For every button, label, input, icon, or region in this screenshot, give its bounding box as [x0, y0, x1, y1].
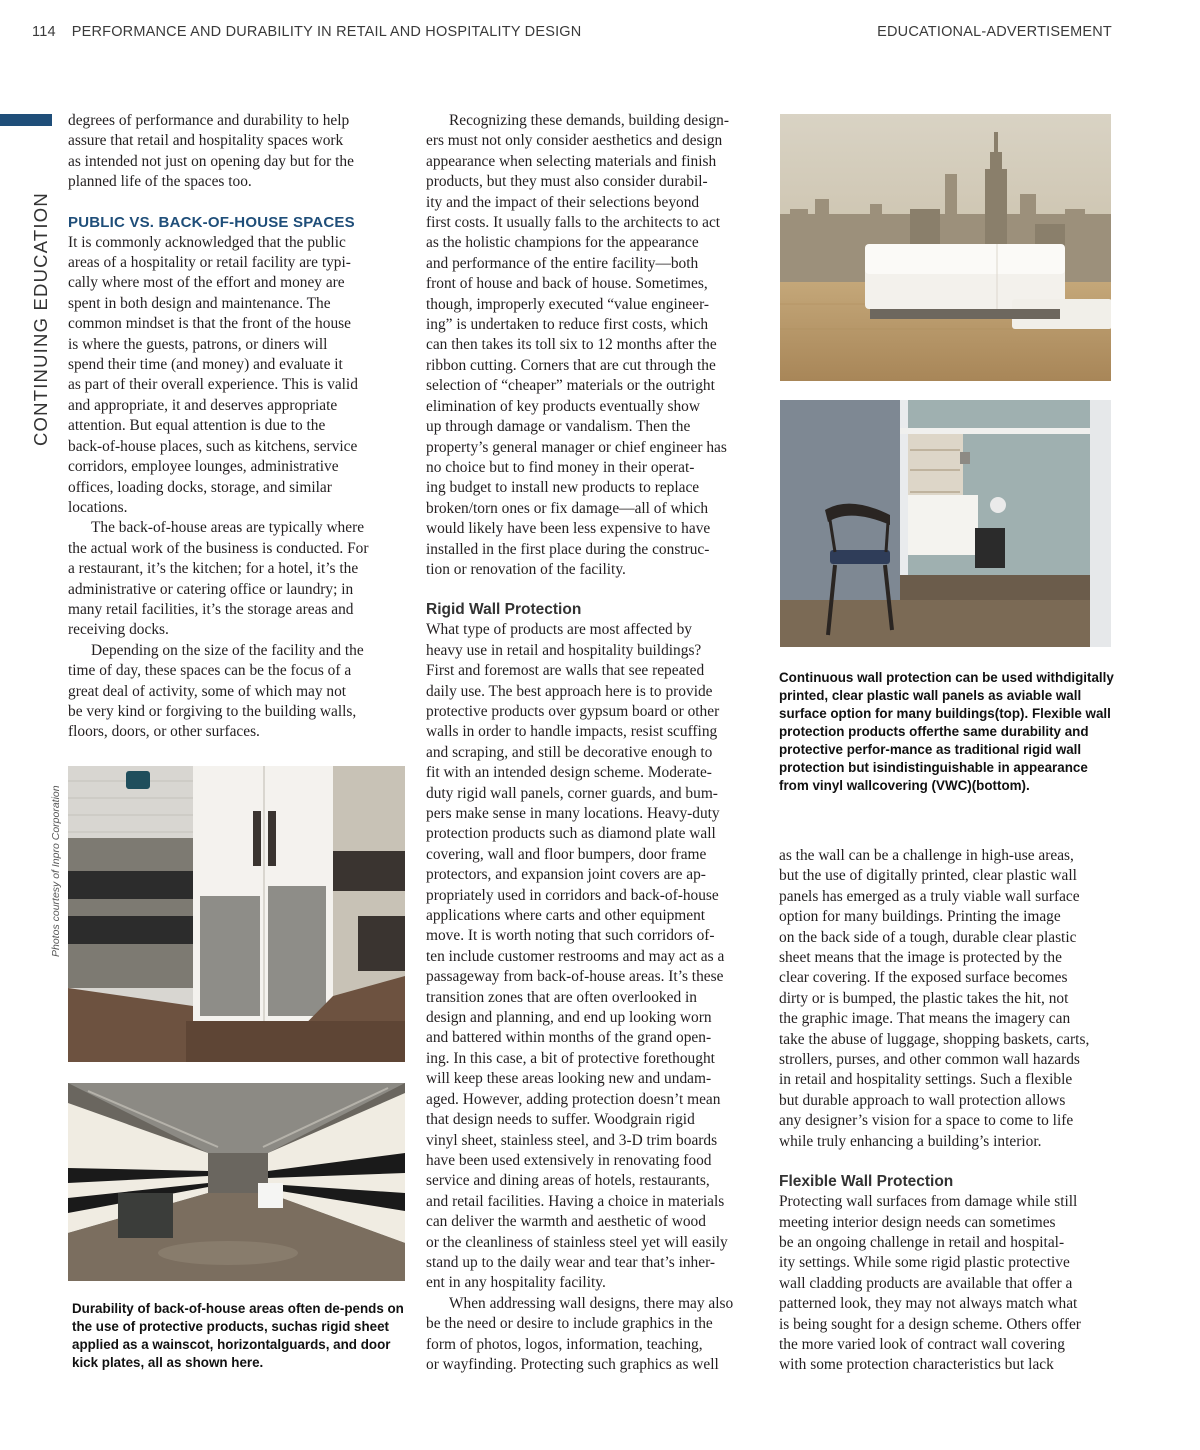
- text-line: strollers, purses, and other common wall hazards: [779, 1051, 1080, 1069]
- text-line: would likely have been less expensive to have: [426, 520, 711, 538]
- text-line: move. It is worth noting that such corridors of-: [426, 927, 715, 945]
- photo-corridor-doors: [68, 766, 405, 1062]
- text-line: It is commonly acknowledged that the public: [68, 233, 346, 251]
- text-line: products, but they must also consider durabil-: [426, 173, 708, 191]
- section-accent-bar: [0, 114, 52, 126]
- text-line: daily use. The best approach here is to provide: [426, 682, 713, 700]
- text-line: broken/torn ones or fix damage—all of which: [426, 499, 709, 517]
- text-line: sheet means that the image is protected by the: [779, 949, 1062, 967]
- text-line: propriately used in corridors and back-of-house: [426, 886, 719, 904]
- photo-hotel-room: [780, 400, 1111, 647]
- text-line: When addressing wall designs, there may also: [449, 1294, 734, 1312]
- text-line: but the use of digitally printed, clear plastic wall: [779, 867, 1077, 885]
- text-line: planned life of the spaces too.: [68, 173, 252, 191]
- text-line: service and dining areas of hotels, restaurants,: [426, 1172, 710, 1190]
- text-line: Depending on the size of the facility and the: [91, 641, 364, 659]
- text-line: areas of a hospitality or retail facility are typi-: [68, 254, 351, 272]
- subsection-heading: Flexible Wall Protection: [779, 1173, 954, 1191]
- paragraph: [426, 620, 762, 1293]
- text-line: as the holistic champions for the appearance: [426, 234, 699, 252]
- text-line: pers make sense in many locations. Heavy-duty: [426, 805, 720, 822]
- text-line: the more varied look of contract wall covering: [779, 1335, 1065, 1353]
- text-line: but durable approach to wall protection allows: [779, 1091, 1066, 1109]
- text-line: locations.: [68, 498, 128, 516]
- text-line: (top). Flexible wall protection products offer: [779, 706, 1111, 739]
- photo-skyline-lounge: [780, 114, 1111, 381]
- paragraph: [68, 111, 408, 193]
- text-line: can then takes its toll six to 12 months after the: [426, 336, 717, 354]
- text-line: receiving docks.: [68, 621, 169, 639]
- text-line: is being sought for a design scheme. Others offer: [779, 1315, 1081, 1333]
- text-line: the actual work of the business is conducted. For: [68, 539, 369, 557]
- text-line: great deal of activity, some of which may not: [68, 682, 347, 700]
- text-line: First and foremost are walls that see repeated: [426, 662, 705, 680]
- text-line: be an ongoing challenge in retail and hospital-: [779, 1233, 1065, 1251]
- publication-title: PERFORMANCE AND DURABILITY IN RETAIL AND HOSPITALITY DESIGN: [71, 24, 582, 40]
- running-header: [32, 24, 1112, 46]
- paragraph: [426, 111, 762, 580]
- text-line: Recognizing these demands, building design-: [449, 112, 729, 129]
- text-line: elimination of key products eventually show: [426, 397, 700, 415]
- text-line: can deliver the warmth and aesthetic of wood: [426, 1213, 706, 1231]
- text-line: take the abuse of luggage, shopping baskets, carts,: [779, 1030, 1090, 1048]
- text-line: ten include customer restrooms and may act as a: [426, 947, 725, 965]
- paragraph: [68, 518, 408, 640]
- text-line: covering, wall and floor bumpers, door frame: [426, 845, 707, 863]
- text-line: the same durability and protective perfor-: [779, 724, 1089, 757]
- text-line: be the need or desire to include graphics in the: [426, 1315, 713, 1333]
- header-category: EDUCATIONAL-ADVERTISEMENT: [877, 24, 1112, 40]
- caption-wall-protection: [779, 669, 1119, 795]
- text-line: tion or renovation of the facility.: [426, 560, 626, 578]
- text-line: pends on the use of protective products, such: [72, 1301, 404, 1334]
- text-line: have been used extensively in renovating food: [426, 1151, 712, 1169]
- text-line: vinyl sheet, stainless steel, and 3-D trim boards: [426, 1131, 718, 1149]
- text-line: aged. However, adding protection doesn’t mean: [426, 1090, 721, 1108]
- paragraph: [779, 846, 1119, 1152]
- text-line: ent in any hospitality facility.: [426, 1274, 606, 1292]
- text-line: the graphic image. That means the imagery can: [779, 1010, 1071, 1028]
- text-line: applications where carts and other equipment: [426, 907, 706, 925]
- text-line: selection of “cheaper” materials or the outright: [426, 377, 715, 395]
- text-line: patterned look, they may not always match what: [779, 1295, 1078, 1313]
- text-line: ing” is undertaken to reduce first costs, which: [426, 316, 709, 334]
- text-line: guards, and door kick plates, all as shown here.: [72, 1337, 391, 1370]
- text-line: passageway from back-of-house areas. It’s these: [426, 968, 724, 986]
- text-line: in retail and hospitality settings. Such a flexible: [779, 1071, 1073, 1089]
- text-line: any designer’s vision for a space to come to life: [779, 1112, 1074, 1130]
- text-line: wall cladding products are available that offer a: [779, 1274, 1073, 1292]
- photo-service-corridor: [68, 1083, 405, 1281]
- text-line: back-of-house places, such as kitchens, service: [68, 437, 358, 455]
- text-line: up through damage or vandalism. Then the: [426, 418, 691, 436]
- paragraph: [426, 1294, 762, 1376]
- text-line: The back-of-house areas are typically where: [91, 519, 365, 537]
- text-line: stand up to the daily wear and tear that’s inher-: [426, 1253, 716, 1271]
- text-line: panels has emerged as a truly viable wall surface: [779, 887, 1080, 905]
- text-line: on the back side of a tough, durable clear plastic: [779, 928, 1077, 946]
- text-line: though, improperly executed “value engineer-: [426, 295, 710, 313]
- text-line: heavy use in retail and hospitality buildings?: [426, 641, 702, 659]
- text-line: ity and the impact of their selections beyond: [426, 193, 700, 211]
- text-line: with some protection characteristics but lack: [779, 1356, 1054, 1374]
- text-line: as intended not just on opening day but for the: [68, 152, 354, 170]
- text-line: option for many buildings. Printing the image: [779, 908, 1061, 926]
- paragraph: [68, 641, 408, 743]
- text-line: is where the guests, patrons, or diners will: [68, 335, 328, 353]
- text-line: ers must not only consider aesthetics and design: [426, 132, 723, 150]
- caption-back-of-house: [72, 1300, 412, 1372]
- text-line: assure that retail and hospitality spaces work: [68, 132, 344, 150]
- text-line: Protecting wall surfaces from damage while still: [779, 1193, 1078, 1211]
- subsection-heading: Rigid Wall Protection: [426, 601, 582, 619]
- text-line: first costs. It usually falls to the architects to act: [426, 214, 721, 232]
- text-line: as part of their overall experience. This is valid: [68, 376, 358, 394]
- text-line: transition zones that are often overlooked in: [426, 988, 697, 1006]
- section-label: CONTINUING EDUCATION: [30, 192, 51, 446]
- text-line: time of day, these spaces can be the focus of a: [68, 662, 352, 680]
- text-line: or wayfinding. Protecting such graphics as well: [426, 1355, 719, 1373]
- text-line: attention. But equal attention is due to the: [68, 417, 326, 435]
- text-line: front of house and back of house. Sometimes,: [426, 275, 708, 293]
- text-line: Durability of back-of-house areas often de-: [72, 1301, 345, 1316]
- text-line: design and planning, and end up looking worn: [426, 1009, 712, 1027]
- text-line: a restaurant, it’s the kitchen; for a hotel, it’s the: [68, 560, 359, 578]
- text-line: What type of products are most affected by: [426, 621, 692, 639]
- text-line: ity settings. While some rigid plastic protective: [779, 1254, 1070, 1272]
- text-line: spent in both design and maintenance. The: [68, 294, 331, 312]
- text-line: administrative or catering office or laundry; in: [68, 580, 354, 598]
- text-line: as rigid sheet applied as a wainscot, horizontal: [72, 1319, 389, 1352]
- text-line: protectors, and expansion joint covers are ap-: [426, 866, 706, 884]
- text-line: fit with an intended design scheme. Moderate-: [426, 764, 712, 782]
- text-line: floors, doors, or other surfaces.: [68, 723, 260, 741]
- text-line: and retail facilities. Having a choice in materials: [426, 1192, 725, 1210]
- text-line: cally where most of the effort and money are: [68, 274, 345, 292]
- text-line: mance as traditional rigid wall protection but is: [779, 742, 1082, 775]
- text-line: and appropriate, it and deserves appropriate: [68, 396, 338, 414]
- text-column-2: [426, 111, 762, 1375]
- text-line: many retail facilities, it’s the storage areas and: [68, 600, 354, 618]
- text-line: Continuous wall protection can be used with: [779, 670, 1064, 685]
- paragraph: [779, 1192, 1119, 1376]
- text-line: appearance when selecting materials and finish: [426, 152, 717, 170]
- text-line: property’s general manager or chief engineer has: [426, 438, 727, 456]
- text-line: protective products over gypsum board or other: [426, 702, 720, 720]
- text-column-3: [779, 846, 1119, 1376]
- text-line: covering (VWC)(bottom).: [872, 778, 1030, 793]
- text-line: form of photos, logos, information, teaching,: [426, 1335, 703, 1353]
- text-line: or the cleanliness of stainless steel yet will easily: [426, 1233, 728, 1251]
- page-number: 114: [32, 24, 56, 40]
- text-line: spend their time (and money) and evaluate it: [68, 356, 343, 374]
- text-line: be very kind or forgiving to the building walls,: [68, 702, 357, 720]
- text-line: will keep these areas looking new and undam-: [426, 1070, 712, 1088]
- paragraph: [68, 233, 408, 519]
- text-line: installed in the first place during the construc-: [426, 540, 710, 558]
- text-line: dirty or is bumped, the plastic takes the hit, not: [779, 989, 1069, 1007]
- text-line: indistinguishable in appearance from vinyl wall: [779, 760, 1088, 793]
- text-line: ribbon cutting. Corners that are cut through the: [426, 356, 716, 374]
- text-line: corridors, employee lounges, administrative: [68, 458, 339, 476]
- text-line: digitally printed, clear plastic wall panels as a: [779, 670, 1114, 703]
- text-line: clear covering. If the exposed surface becomes: [779, 969, 1068, 987]
- text-line: meeting interior design needs can sometimes: [779, 1213, 1056, 1231]
- text-line: viable wall surface option for many buildings: [779, 688, 1082, 721]
- photo-credit: Photos courtesy of Inpro Corporation: [50, 785, 62, 957]
- section-heading: PUBLIC VS. BACK-OF-HOUSE SPACES: [68, 213, 355, 231]
- text-line: degrees of performance and durability to help: [68, 112, 350, 129]
- text-line: and scraping, and still be decorative enough to: [426, 743, 713, 761]
- header-left: [32, 24, 581, 40]
- text-line: that design needs to suffer. Woodgrain rigid: [426, 1111, 695, 1129]
- text-line: duty rigid wall panels, corner guards, and bum-: [426, 784, 718, 802]
- text-line: while truly enhancing a building’s interior.: [779, 1132, 1042, 1150]
- text-line: no choice but to find money in their operat-: [426, 458, 695, 476]
- text-line: common mindset is that the front of the house: [68, 315, 351, 333]
- text-line: ing budget to install new products to replace: [426, 479, 700, 497]
- text-line: and battered within months of the grand open-: [426, 1029, 712, 1047]
- text-column-1: [68, 111, 408, 743]
- text-line: protection products such as diamond plate wall: [426, 825, 716, 843]
- text-line: as the wall can be a challenge in high-use areas,: [779, 847, 1074, 864]
- text-line: ing. In this case, a bit of protective forethought: [426, 1049, 715, 1067]
- text-line: offices, loading docks, storage, and similar: [68, 478, 332, 496]
- text-line: walls in order to handle impacts, resist scuffing: [426, 723, 718, 741]
- text-line: and performance of the entire facility—both: [426, 254, 699, 272]
